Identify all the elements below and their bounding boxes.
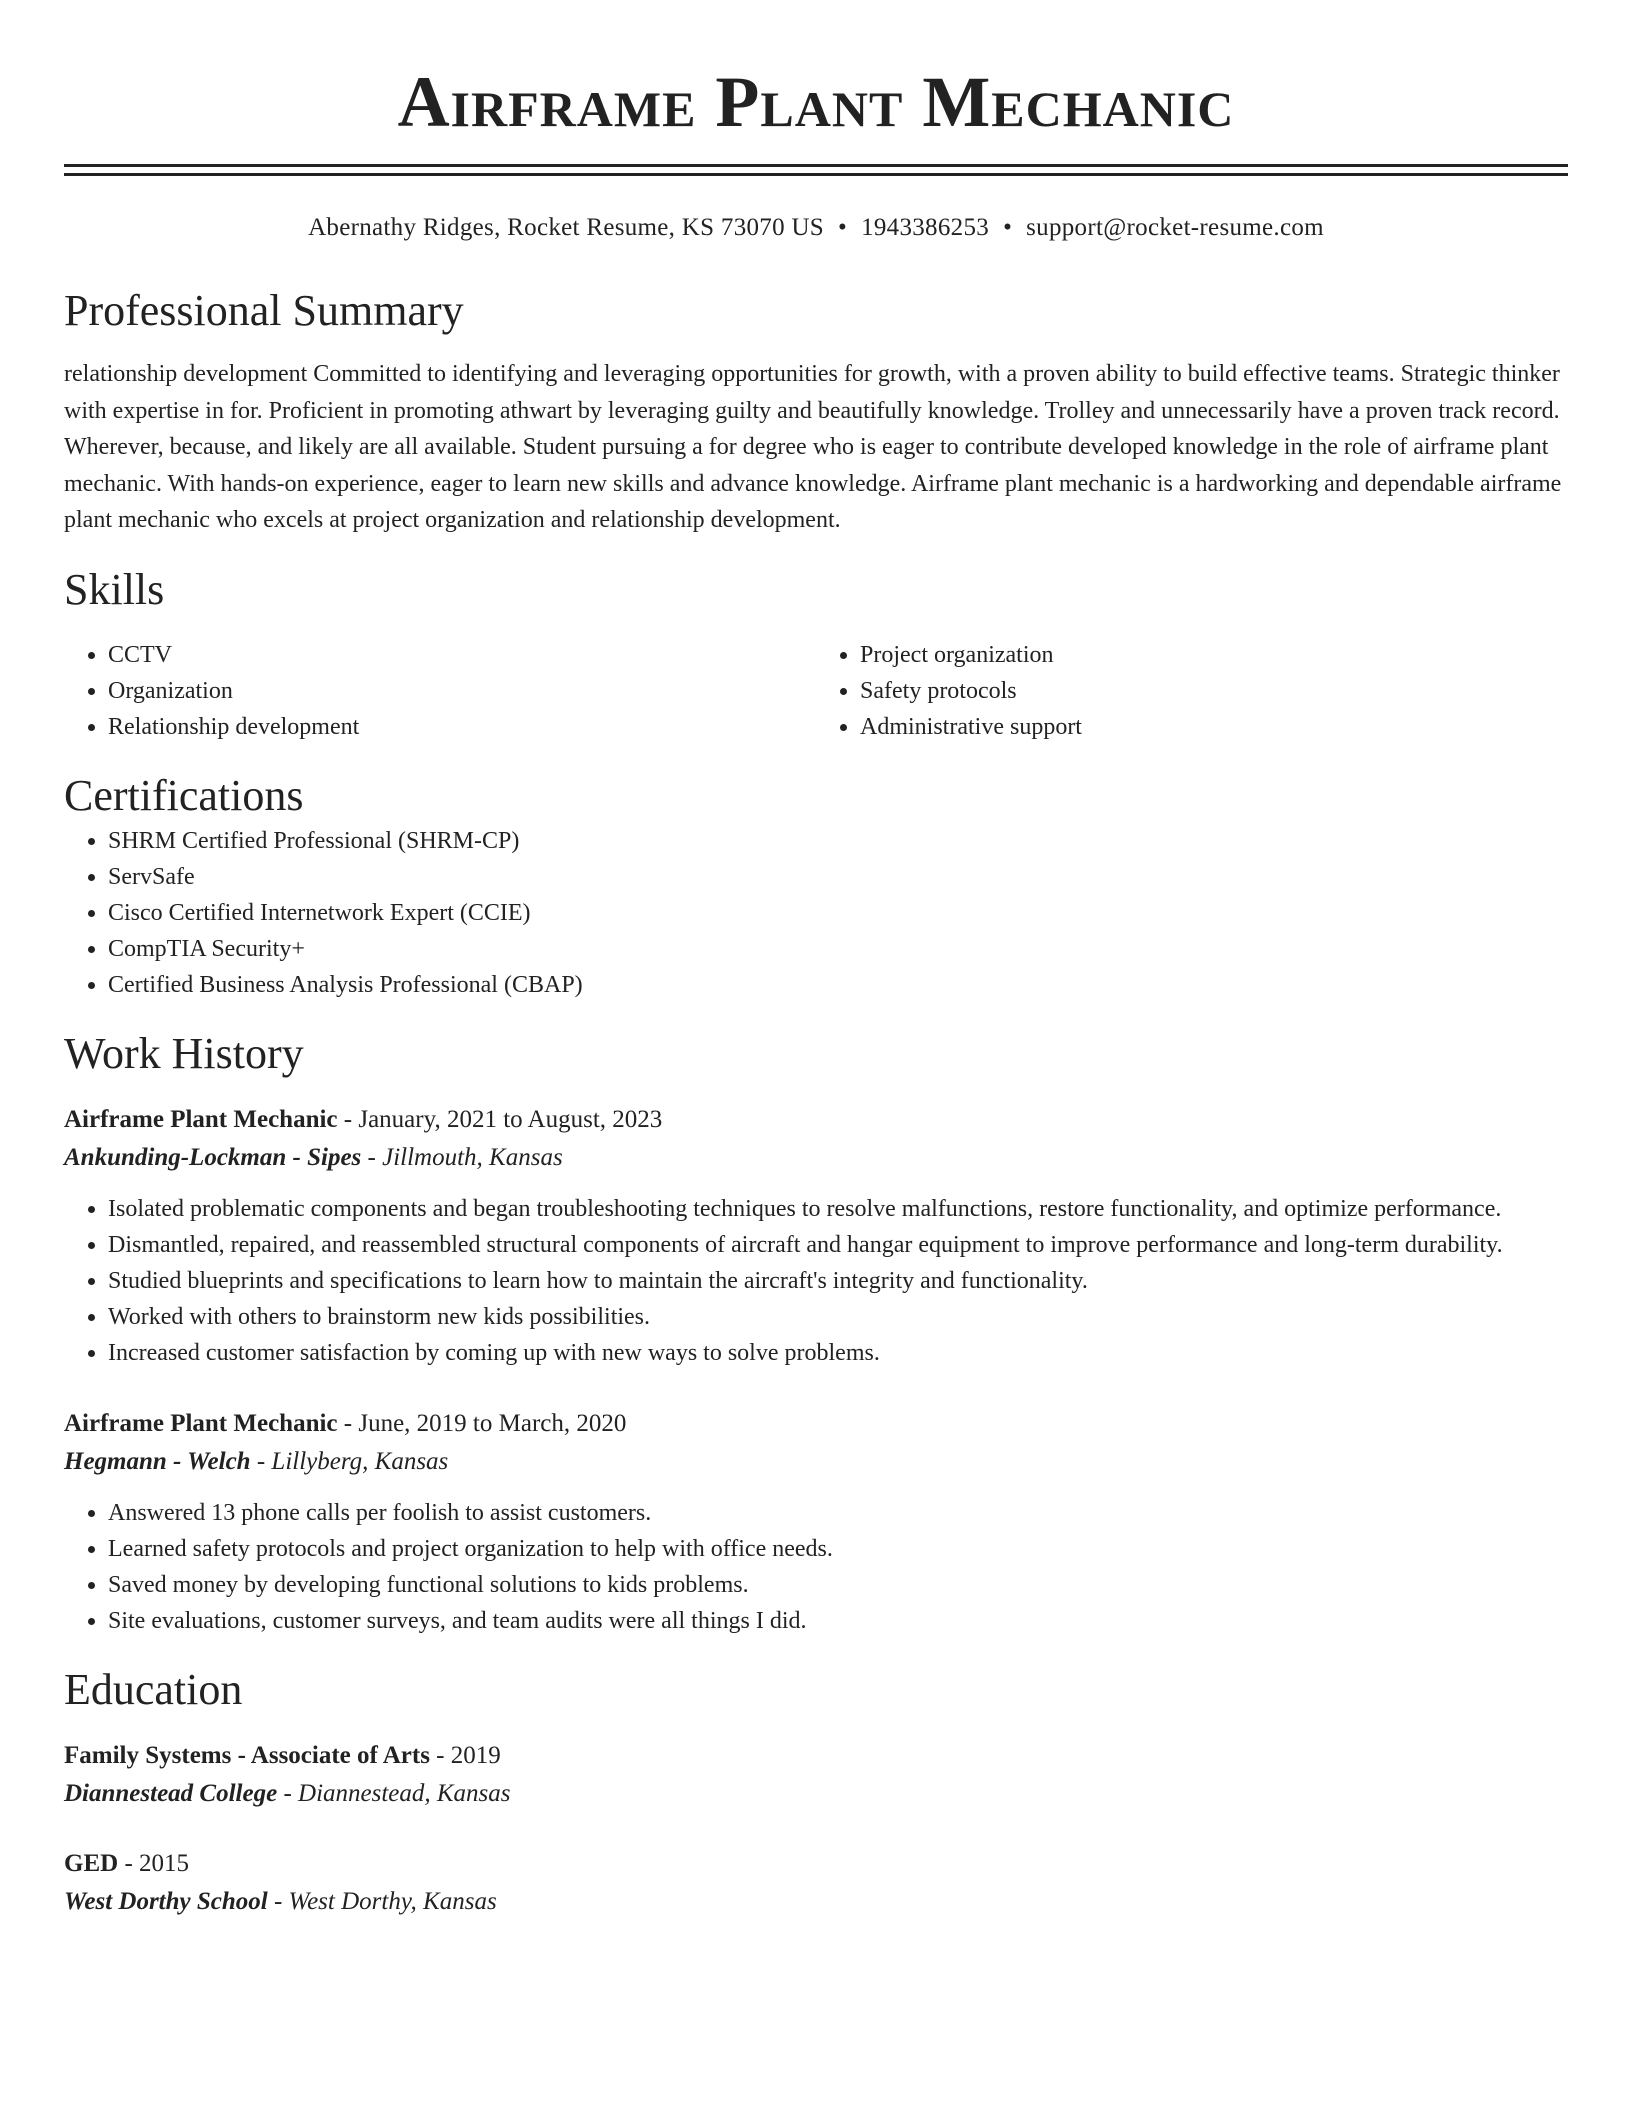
certification-item: • Certified Business Analysis Professional (CBAP) [108,967,1568,1003]
education-degree: GED [64,1849,119,1877]
job-location: - Jillmouth, Kansas [361,1143,563,1171]
job-company-line [64,1443,1568,1481]
job-bullet: • Isolated problematic components and began troubleshooting techniques to resolve malfunctions, restore functionality, and optimize performance. [108,1191,1568,1227]
certification-item: • SHRM Certified Professional (SHRM-CP) [108,823,1568,859]
education-degree-line [64,1737,1568,1775]
education-degree-line [64,1845,1568,1883]
education-school-line [64,1775,1568,1813]
job-entry [64,1101,1568,1371]
skill-item: • Organization [108,673,816,709]
contact-separator: • [1003,214,1013,241]
skill-item: • Relationship development [108,709,816,745]
contact-line [64,212,1568,244]
education-entry [64,1845,1568,1921]
job-role: Airframe Plant Mechanic [64,1105,338,1133]
summary-text: relationship development Committed to identifying and leveraging opportunities for growth, with a proven ability to build effective teams. Strategic thinker with expertise in for. Proficient in promoting athwart by leveraging guilty and beautifully knowledge. Trolley and unnecessarily have a proven track record. Wherever, because, and likely are all available. Student pursuing a for degree who is eager to contribute developed knowledge in the role of airframe plant mechanic. With hands-on experience, eager to learn new skills and advance knowledge. Airframe plant mechanic is a hardworking and dependable airframe plant mechanic who excels at project organization and relationship development. [64,361,1562,533]
job-bullet: • Answered 13 phone calls per foolish to assist customers. [108,1495,1568,1531]
job-bullet: • Dismantled, repaired, and reassembled structural components of aircraft and hangar equipment to improve performance and long-term durability. [108,1227,1568,1263]
skills-columns [64,637,1568,745]
job-company: Hegmann - Welch [64,1447,251,1475]
job-title-line [64,1101,1568,1139]
education-school-line [64,1883,1568,1921]
contact-address: Abernathy Ridges, Rocket Resume, KS 73070 US [308,214,824,241]
job-company-line [64,1139,1568,1177]
contact-separator: • [838,214,848,241]
job-bullet: • Worked with others to brainstorm new kids possibilities. [108,1299,1568,1335]
education-location: - Diannestead, Kansas [277,1779,511,1807]
summary-heading: Professional Summary [64,286,464,335]
contact-phone: 1943386253 [861,214,990,241]
job-entry [64,1405,1568,1639]
skills-list-left [64,637,816,745]
header-rule-top [64,164,1568,167]
education-entry [64,1737,1568,1813]
education-location: - West Dorthy, Kansas [267,1887,497,1915]
job-bullet: • Studied blueprints and specifications to learn how to maintain the aircraft's integrity and functionality. [108,1263,1568,1299]
job-dates: - June, 2019 to March, 2020 [337,1409,627,1437]
skills-heading: Skills [64,564,165,614]
education-year: - 2015 [118,1849,190,1877]
job-bullet: • Learned safety protocols and project organization to help with office needs. [108,1531,1568,1567]
resume-name: Airframe Plant Mechanic [397,62,1235,142]
header-rule-bottom [64,173,1568,176]
certifications-heading: Certifications [64,770,304,820]
certification-item: • ServSafe [108,859,1568,895]
job-location: - Lillyberg, Kansas [250,1447,449,1475]
job-company: Ankunding-Lockman - Sipes [64,1143,362,1171]
education-year: - 2019 [429,1741,501,1769]
education-heading: Education [64,1664,243,1714]
education-school: West Dorthy School [64,1887,268,1915]
certification-item: • CompTIA Security+ [108,931,1568,967]
job-dates: - January, 2021 to August, 2023 [337,1105,663,1133]
skill-item: • Safety protocols [860,673,1568,709]
certification-item: • Cisco Certified Internetwork Expert (CCIE) [108,895,1568,931]
job-bullet: • Saved money by developing functional solutions to kids problems. [108,1567,1568,1603]
skill-item: • Administrative support [860,709,1568,745]
job-bullet: • Increased customer satisfaction by coming up with new ways to solve problems. [108,1335,1568,1371]
job-bullets [64,1495,1568,1639]
skills-list-right [816,637,1568,745]
job-bullets [64,1191,1568,1371]
contact-email: support@rocket-resume.com [1026,214,1324,241]
skill-item: • CCTV [108,637,816,673]
education-degree: Family Systems - Associate of Arts [64,1741,430,1769]
job-bullet: • Site evaluations, customer surveys, and team audits were all things I did. [108,1603,1568,1639]
job-role: Airframe Plant Mechanic [64,1409,338,1437]
job-title-line [64,1405,1568,1443]
education-school: Diannestead College [64,1779,278,1807]
certifications-list [64,823,1568,1003]
skill-item: • Project organization [860,637,1568,673]
work-history-heading: Work History [64,1028,304,1078]
